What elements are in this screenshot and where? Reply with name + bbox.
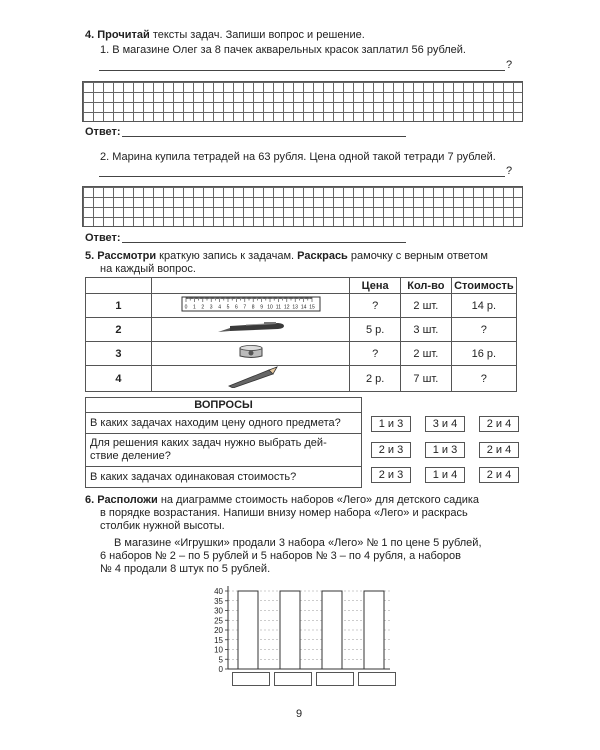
cost-cell: ? <box>451 318 516 342</box>
row-number: 1 <box>86 294 152 318</box>
questions-table <box>85 397 362 488</box>
ruler-tick-label: 7 <box>242 304 246 311</box>
task6-instruction-line2: в порядке возрастания. Напиши внизу номер набора «Лего» и раскрась <box>100 507 468 519</box>
task5-verb2: Раскрась <box>297 250 348 262</box>
task5-instruction-line2: на каждый вопрос. <box>100 263 196 275</box>
y-tick-label: 25 <box>214 616 223 626</box>
question-2-text-line2: ствие деление? <box>90 450 171 462</box>
y-tick-label: 0 <box>218 665 223 674</box>
ruler-tick-label: 9 <box>259 304 263 311</box>
y-tick-label: 5 <box>218 655 223 665</box>
option-q1-c[interactable]: 2 и 4 <box>479 416 519 432</box>
ruler-tick-label: 10 <box>266 304 273 311</box>
question-text <box>86 467 362 488</box>
row-number: 2 <box>86 318 152 342</box>
ruler-tick-label: 2 <box>200 304 204 311</box>
question-mark-1: ? <box>506 59 513 71</box>
header-cost: Стоимость <box>451 278 516 294</box>
ruler-tick-label: 6 <box>234 304 238 311</box>
task6-number: 6. <box>85 494 95 506</box>
sharpener-icon <box>236 344 266 360</box>
task4-problem1: 1. В магазине Олег за 8 пачек акварельных красок заплатил 56 рублей. <box>100 44 466 56</box>
item-cell <box>151 342 350 366</box>
pencil-icon <box>223 366 279 388</box>
task6-instruction: на диаграмме стоимость наборов «Лего» для детского садика <box>160 494 480 506</box>
y-tick-label: 30 <box>214 606 223 616</box>
cost-cell: 16 р. <box>451 342 516 366</box>
qty-cell: 2 шт. <box>401 294 452 318</box>
task6-paragraph-line2: 6 наборов № 2 – по 5 рублей и 5 наборов № 3 – по 4 рубля, а наборов <box>100 550 461 562</box>
ruler-tick-label: 15 <box>308 304 315 311</box>
table-header-row <box>86 278 517 294</box>
task5-number: 5. <box>85 250 95 262</box>
bar-label-box-2[interactable] <box>274 672 312 686</box>
question-row <box>86 467 362 488</box>
table-row <box>86 342 517 366</box>
question-line-2[interactable] <box>99 176 505 177</box>
chart-bar[interactable] <box>322 591 342 669</box>
ruler-tick-label: 1 <box>192 304 196 311</box>
qty-cell: 7 шт. <box>401 366 452 392</box>
header-price: Цена <box>350 278 401 294</box>
price-table <box>85 277 517 392</box>
price-cell: 5 р. <box>350 318 401 342</box>
question-row <box>86 413 362 434</box>
option-q1-b[interactable]: 3 и 4 <box>425 416 465 432</box>
task6-heading <box>85 494 479 507</box>
ruler-tick-label: 0 <box>184 304 187 311</box>
answer-line-1[interactable] <box>122 136 406 137</box>
chart-bar[interactable] <box>364 591 384 669</box>
task4-instruction: тексты задач. Запиши вопрос и решение. <box>152 29 365 41</box>
table-row <box>86 294 517 318</box>
option-q3-a[interactable]: 2 и 3 <box>371 467 411 483</box>
task6-paragraph-line1: В магазине «Игрушки» продали 3 набора «Лего» № 1 по цене 5 рублей, <box>114 537 482 549</box>
item-cell <box>151 318 350 342</box>
question-text <box>86 434 362 467</box>
task5-heading <box>85 250 488 263</box>
chart-bar[interactable] <box>280 591 300 669</box>
cost-cell: 14 р. <box>451 294 516 318</box>
chart-bar[interactable] <box>238 591 258 669</box>
task5-instruction-rest: рамочку с верным ответом <box>350 250 488 262</box>
task4-number: 4. <box>85 29 95 41</box>
option-q2-c[interactable]: 2 и 4 <box>479 442 519 458</box>
task5-verb: Рассмотри <box>97 250 157 262</box>
task5-instruction: краткую запись к задачам. <box>159 250 295 262</box>
row-number: 3 <box>86 342 152 366</box>
task4-problem2: 2. Марина купила тетрадей на 63 рубля. Цена одной такой тетради 7 рублей. <box>100 151 496 163</box>
option-q3-c[interactable]: 2 и 4 <box>479 467 519 483</box>
price-cell: ? <box>350 294 401 318</box>
ruler-tick-label: 5 <box>226 304 229 311</box>
y-tick-label: 10 <box>214 645 223 655</box>
question-mark-2: ? <box>506 165 513 177</box>
y-tick-label: 35 <box>214 596 223 606</box>
ruler-tick-label: 12 <box>283 304 290 311</box>
task6-paragraph-line3: № 4 продали 8 штук по 5 рублей. <box>100 563 271 575</box>
row-number: 4 <box>86 366 152 392</box>
item-cell <box>151 366 350 392</box>
solution-grid-2[interactable] <box>82 186 523 227</box>
task4-heading <box>85 29 365 42</box>
bar-label-box-1[interactable] <box>232 672 270 686</box>
cost-cell: ? <box>451 366 516 392</box>
option-q2-a[interactable]: 2 и 3 <box>371 442 411 458</box>
ruler-tick-label: 4 <box>217 304 221 311</box>
answer-line-2[interactable] <box>122 242 406 243</box>
question-1-text: В каких задачах находим цену одного предмета? <box>90 417 341 429</box>
header-empty <box>151 278 350 294</box>
option-q2-b[interactable]: 1 и 3 <box>425 442 465 458</box>
ruler-tick-label: 11 <box>275 304 281 311</box>
questions-header-row <box>86 398 362 413</box>
header-qty: Кол-во <box>401 278 452 294</box>
qty-cell: 3 шт. <box>401 318 452 342</box>
question-text <box>86 413 362 434</box>
questions-header: ВОПРОСЫ <box>86 398 362 413</box>
item-cell <box>151 294 350 318</box>
option-q3-b[interactable]: 1 и 4 <box>425 467 465 483</box>
question-2-text-line1: Для решения каких задач нужно выбрать дей- <box>90 437 327 449</box>
bar-label-box-4[interactable] <box>358 672 396 686</box>
ruler-icon <box>181 296 321 312</box>
question-row <box>86 434 362 467</box>
y-tick-label: 40 <box>214 587 223 596</box>
price-cell: ? <box>350 342 401 366</box>
pen-icon <box>216 321 286 335</box>
ruler-tick-label: 3 <box>209 304 213 311</box>
y-tick-label: 15 <box>214 635 223 645</box>
y-tick-label: 20 <box>214 626 223 635</box>
page-number: 9 <box>296 708 303 720</box>
ruler-tick-label: 13 <box>291 304 298 311</box>
bar-label-box-3[interactable] <box>316 672 354 686</box>
question-3-text: В каких задачах одинаковая стоимость? <box>90 471 297 483</box>
question-line-1[interactable] <box>99 70 505 71</box>
task6-instruction-line3: столбик нужной высоты. <box>100 520 225 532</box>
ruler-tick-label: 8 <box>251 304 255 311</box>
task4-verb: Прочитай <box>97 29 150 41</box>
table-row <box>86 318 517 342</box>
price-cell: 2 р. <box>350 366 401 392</box>
ruler-tick-label: 14 <box>300 304 306 311</box>
answer-label-1: Ответ: <box>85 126 121 138</box>
table-row <box>86 366 517 392</box>
solution-grid-1[interactable] <box>82 81 523 122</box>
header-empty <box>86 278 152 294</box>
task6-verb: Расположи <box>97 494 158 506</box>
option-q1-a[interactable]: 1 и 3 <box>371 416 411 432</box>
qty-cell: 2 шт. <box>401 342 452 366</box>
answer-label-2: Ответ: <box>85 232 121 244</box>
